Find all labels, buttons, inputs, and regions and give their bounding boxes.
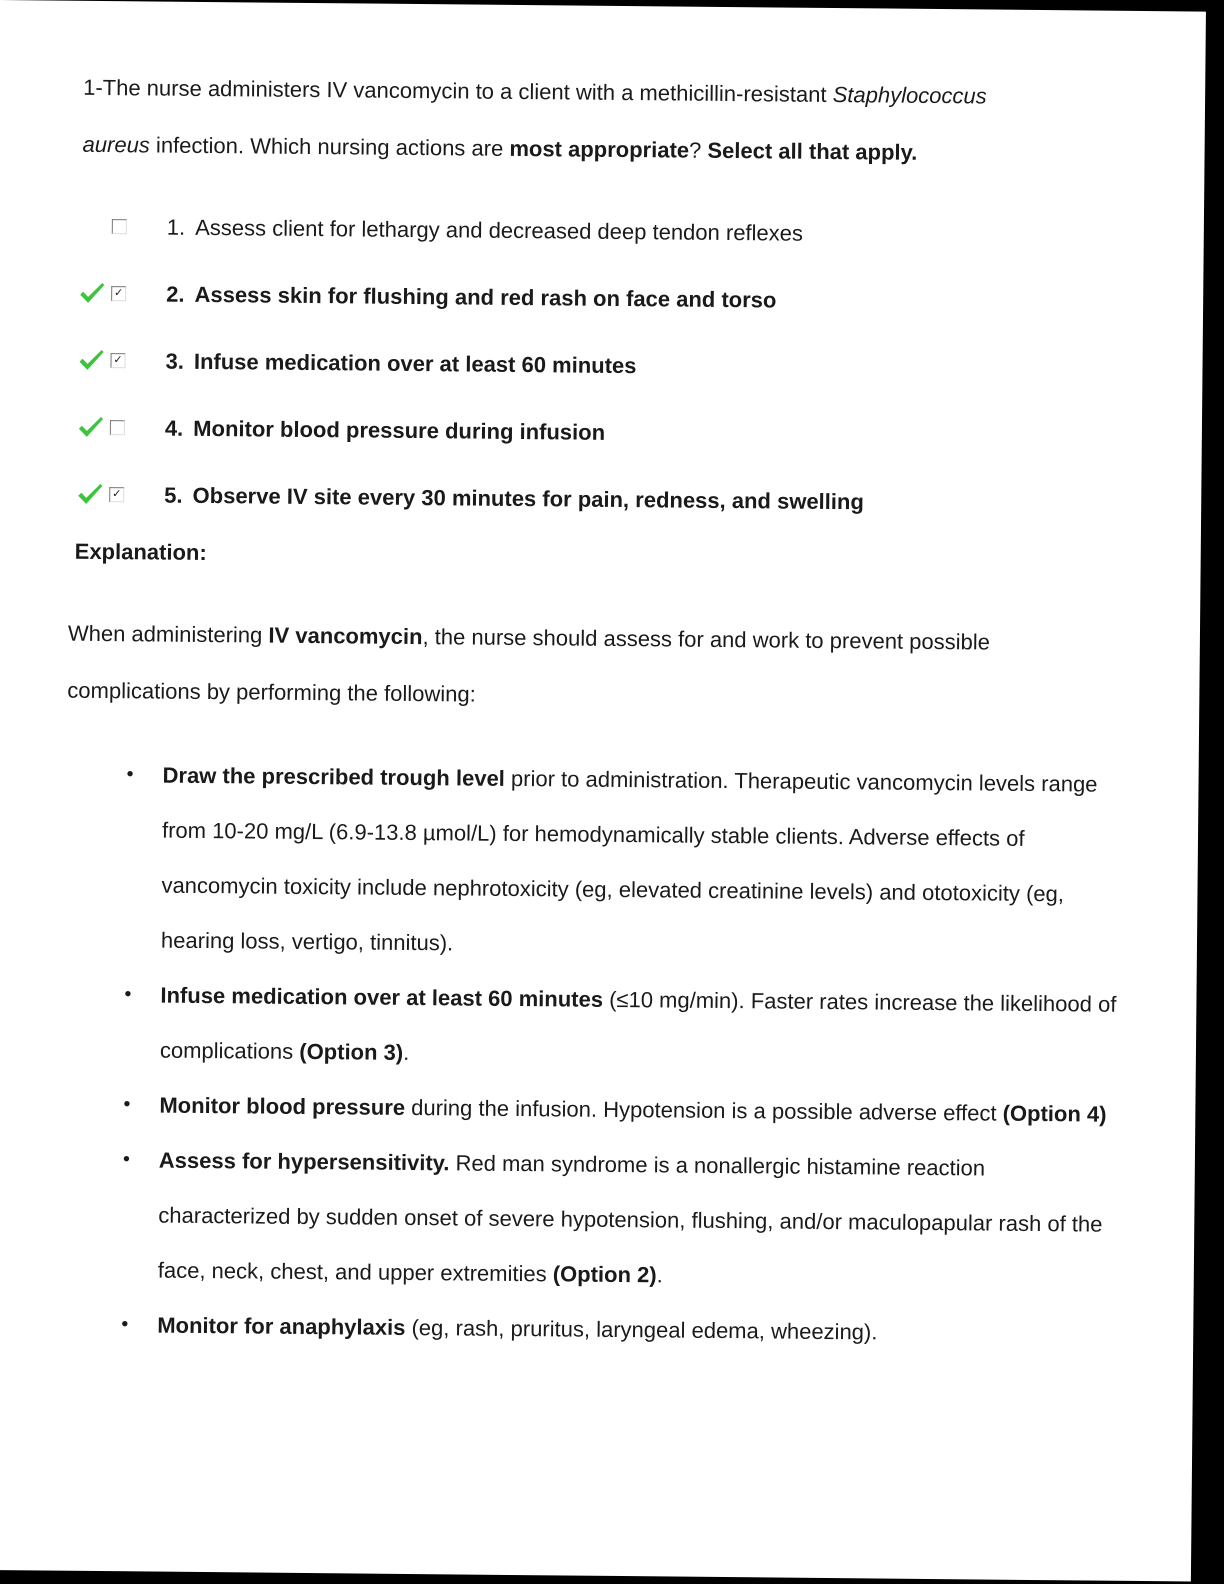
option-number: 1.	[166, 214, 186, 240]
question-stem	[82, 59, 1083, 183]
option-text: Assess client for lethargy and decreased deep tendon reflexes	[195, 214, 804, 246]
explanation-bullet: • Assess for hypersensitivity. Red man syndrome is a nonallergic histamine reaction characterized by sudden onset of severe hypotension, flushing, and/or maculopapular rash of the face, neck, chest, and upper extremities (Option 2).	[116, 1132, 1118, 1307]
option-checkbox[interactable]	[110, 420, 125, 435]
option-number: 5.	[164, 482, 183, 508]
explanation-bullet-list	[115, 747, 1121, 1362]
answer-option[interactable]	[78, 193, 1079, 270]
option-number: 4.	[164, 415, 184, 441]
correct-checkmark-icon	[76, 415, 106, 439]
option-checkbox[interactable]	[112, 219, 127, 234]
option-checkbox[interactable]: ✓	[110, 353, 125, 368]
explanation-bullet: • Monitor for anaphylaxis (eg, rash, pruritus, laryngeal edema, wheezing).	[115, 1297, 1115, 1362]
correct-checkmark-icon	[77, 281, 107, 305]
option-text: Monitor blood pressure during infusion	[193, 415, 606, 445]
option-text: Infuse medication over at least 60 minutes	[193, 348, 637, 378]
answer-option[interactable]	[76, 394, 1077, 471]
explanation-title: Explanation:	[74, 538, 207, 566]
explanation-bullet: • Draw the prescribed trough level prior to administration. Therapeutic vancomycin levels range from 10-20 mg/L (6.9-13.8 µmol/L) for hemodynamically stable clients. Adverse effects of vancomycin toxicity include nephrotoxicity (eg, elevated creatinine levels) and ototoxicity (eg, hearing loss, vertigo, tinnitus).	[119, 747, 1121, 977]
option-checkbox[interactable]: ✓	[109, 487, 124, 502]
answer-option[interactable]	[77, 260, 1078, 337]
correct-checkmark-icon	[75, 482, 105, 506]
explanation-bullet: • Infuse medication over at least 60 minutes (≤10 mg/min). Faster rates increase the likelihood of complications (Option 3).	[118, 967, 1119, 1087]
correct-checkmark-icon	[76, 348, 106, 372]
answer-option[interactable]	[76, 327, 1077, 404]
answer-option[interactable]	[75, 461, 1076, 538]
option-text: Observe IV site every 30 minutes for pain, redness, and swelling	[192, 482, 864, 514]
explanation-intro	[67, 605, 1128, 729]
explanation-intro-text: When administering IV vancomycin, the nurse should assess for and work to prevent possible complications by performing the following:	[67, 620, 991, 707]
option-checkbox[interactable]: ✓	[111, 286, 126, 301]
option-number: 2.	[166, 281, 185, 307]
question-text: 1-The nurse administers IV vancomycin to a client with a methicillin-resistant Staphylococcus aureus infection. Which nursing actions are most appropriate? Select all that apply.	[82, 74, 987, 165]
option-number: 3.	[165, 348, 185, 374]
explanation-bullet: • Monitor blood pressure during the infusion. Hypotension is a possible adverse effect (Option 4)	[117, 1077, 1117, 1142]
option-text: Assess skin for flushing and red rash on face and torso	[194, 281, 777, 312]
answer-options	[75, 193, 1078, 538]
